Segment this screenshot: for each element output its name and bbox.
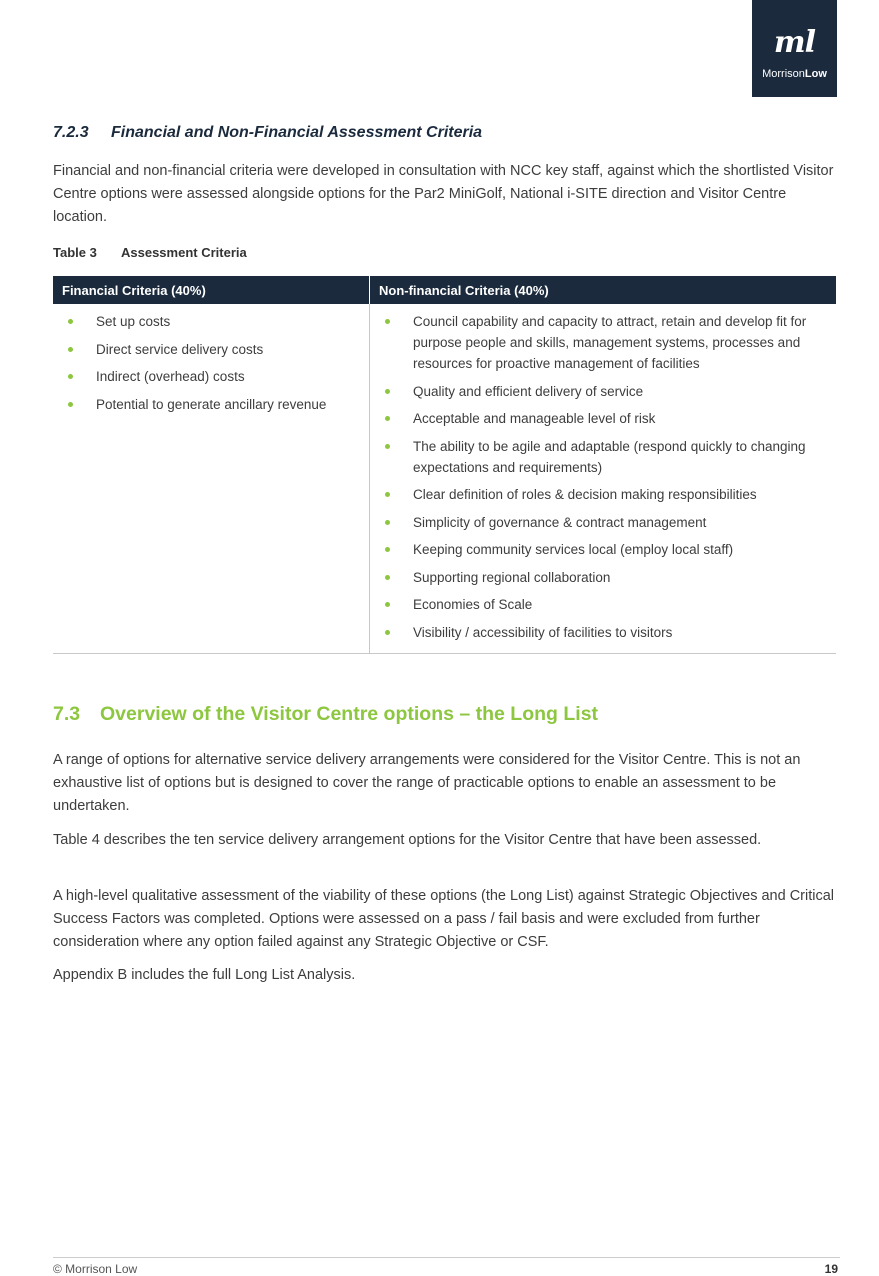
list-item: Quality and efficient delivery of service bbox=[370, 381, 836, 402]
table-caption bbox=[53, 245, 247, 260]
list-item: Supporting regional collaboration bbox=[370, 567, 836, 588]
section-title: Financial and Non-Financial Assessment Criteria bbox=[111, 124, 483, 141]
list-item: Visibility / accessibility of facilities to visitors bbox=[370, 622, 836, 643]
list-item: Clear definition of roles & decision making responsibilities bbox=[370, 484, 836, 505]
logo-mark: ml bbox=[773, 25, 816, 60]
list-item: Council capability and capacity to attract, retain and develop fit for purpose people and skills, management systems, processes and resources for proactive management of facilities bbox=[370, 311, 836, 374]
list-item: Acceptable and manageable level of risk bbox=[370, 408, 836, 429]
non-financial-criteria-list bbox=[370, 311, 836, 643]
logo-wordmark bbox=[752, 68, 837, 80]
list-item: Potential to generate ancillary revenue bbox=[53, 394, 369, 415]
body-paragraph: A high-level qualitative assessment of the viability of these options (the Long List) against Strategic Objectives and Critical Success Factors was completed. Options were assessed on a pass / fail basis and were excluded from further consideration where any option failed against any Strategic Objective or CSF. bbox=[53, 888, 834, 950]
section-title: Overview of the Visitor Centre options – the Long List bbox=[100, 703, 599, 725]
list-item: Simplicity of governance & contract management bbox=[370, 512, 836, 533]
logo-name-part1: Morrison bbox=[762, 68, 805, 80]
table-header-row bbox=[53, 276, 836, 304]
intro-paragraph: Financial and non-financial criteria were developed in consultation with NCC key staff, against which the shortlisted Visitor Centre options were assessed alongside options for the Par2 MiniGolf, National i-SITE direction and Visitor Centre location. bbox=[53, 163, 834, 225]
header-financial: Financial Criteria (40%) bbox=[53, 276, 370, 304]
table-label: Table 3 bbox=[53, 245, 97, 260]
section-number: 7.3 bbox=[53, 703, 81, 725]
section-heading-7-2-3 bbox=[53, 124, 482, 142]
table-title: Assessment Criteria bbox=[121, 245, 247, 260]
table-row bbox=[53, 304, 836, 654]
financial-criteria-cell bbox=[53, 304, 370, 654]
section-heading-7-3 bbox=[53, 703, 598, 726]
header-non-financial: Non-financial Criteria (40%) bbox=[370, 276, 837, 304]
list-item: Economies of Scale bbox=[370, 594, 836, 615]
list-item: Indirect (overhead) costs bbox=[53, 366, 369, 387]
financial-criteria-list bbox=[53, 311, 369, 415]
footer-copyright: © Morrison Low bbox=[53, 1262, 138, 1276]
list-item: Keeping community services local (employ local staff) bbox=[370, 539, 836, 560]
body-paragraph: A range of options for alternative service delivery arrangements were considered for the Visitor Centre. This is not an exhaustive list of options but is designed to cover the range of practicable options to enable an assessment to be undertaken. bbox=[53, 752, 801, 814]
non-financial-criteria-cell bbox=[370, 304, 837, 654]
footer-divider bbox=[53, 1257, 840, 1258]
body-paragraph: Appendix B includes the full Long List Analysis. bbox=[53, 967, 356, 983]
company-logo bbox=[752, 0, 837, 97]
section-number: 7.2.3 bbox=[53, 124, 89, 141]
list-item: The ability to be agile and adaptable (respond quickly to changing expectations and requirements) bbox=[370, 436, 836, 478]
list-item: Set up costs bbox=[53, 311, 369, 332]
page-number: 19 bbox=[824, 1262, 838, 1276]
body-paragraph: Table 4 describes the ten service delivery arrangement options for the Visitor Centre that have been assessed. bbox=[53, 832, 762, 848]
assessment-criteria-table bbox=[53, 276, 836, 654]
list-item: Direct service delivery costs bbox=[53, 339, 369, 360]
logo-name-part2: Low bbox=[804, 68, 827, 80]
